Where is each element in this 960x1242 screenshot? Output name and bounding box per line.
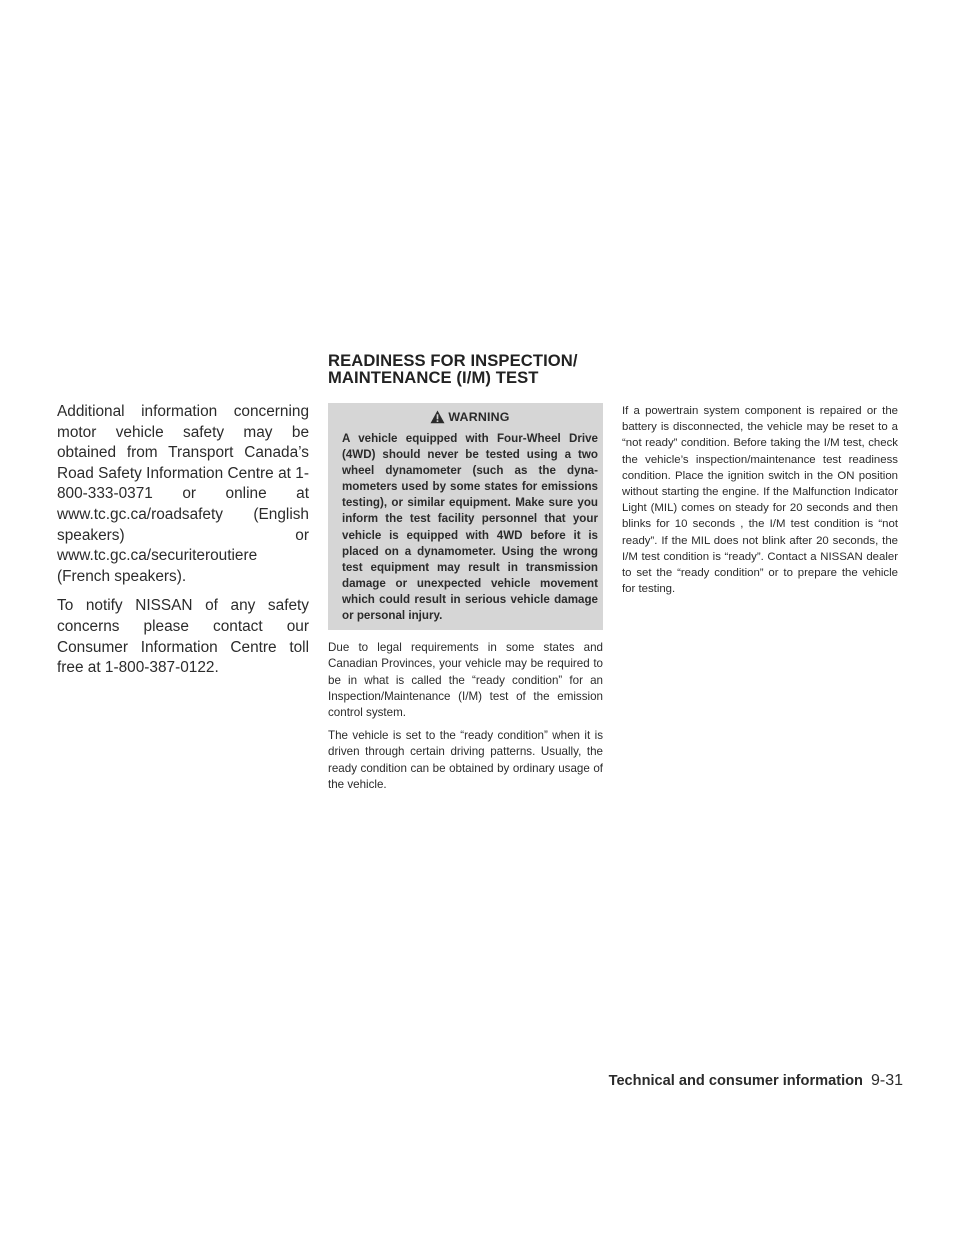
- legal-requirements-paragraph: Due to legal requirements in some states and Canadian Provinces, your vehicle may be required to be in what is called the “ready condition” for an Inspection/Maintenance (I/M) test of the emission control system.: [328, 641, 603, 719]
- notify-nissan-paragraph: To notify NISSAN of any safety concerns please contact our Consumer Information Centre toll free at 1-800-387-0122.: [57, 597, 309, 677]
- left-column: [57, 402, 309, 688]
- section-title-line-2: MAINTENANCE (I/M) TEST: [328, 368, 539, 387]
- warning-box: [328, 403, 603, 630]
- powertrain-reset-paragraph: If a powertrain system component is repaired or the battery is disconnected, the vehicle may be reset to a “not ready” condition. Before taking the I/M test, check the vehicle’s inspection/maintenance test readiness condition. Place the ignition switch in the ON position without starting the engine. If the Malfunction Indicator Light (MIL) comes on steady for 20 seconds and then blinks for 10 seconds , the I/M test condition is “not ready”. If the MIL does not blink after 20 seconds, the I/M test condition is “ready”. Contact a NISSAN dealer to set the “ready condition” or to prepare the vehicle for testing.: [622, 405, 898, 596]
- warning-header: [342, 409, 598, 425]
- warning-triangle-icon: [430, 410, 445, 424]
- safety-info-paragraph: Additional information concerning motor vehicle safety may be obtained from Transport Canada’s Road Safety Information Centre at 1-800-333-0371 or online at www.tc.gc.ca/roadsafety (English speakers) or www.tc.gc.ca/securiteroutiere (French speakers).: [57, 403, 309, 585]
- section-title: [328, 352, 648, 386]
- right-column: [622, 403, 898, 597]
- footer-section-name: Technical and consumer information: [608, 1073, 863, 1089]
- middle-column: [328, 403, 603, 800]
- section-title-line-1: READINESS FOR INSPECTION/: [328, 351, 578, 370]
- warning-text: A vehicle equipped with Four-Wheel Drive (4WD) should never be tested using a two wheel dynamometer (such as the dynamometers used by some states for emissions testing), or similar equipment. Make sure you inform the test facility personnel that your vehicle is equipped with 4WD before it is placed on a dynamometer. Using the wrong test equipment may result in transmission damage or unexpected vehicle movement which could result in serious vehicle damage or personal injury.: [342, 432, 598, 623]
- page-footer: [609, 1072, 903, 1090]
- page-number: 9-31: [870, 1072, 903, 1089]
- warning-heading: WARNING: [448, 410, 510, 424]
- ready-condition-paragraph: The vehicle is set to the “ready condition” when it is driven through certain driving patterns. Usually, the ready condition can be obtained by ordinary usage of the vehicle.: [328, 729, 603, 791]
